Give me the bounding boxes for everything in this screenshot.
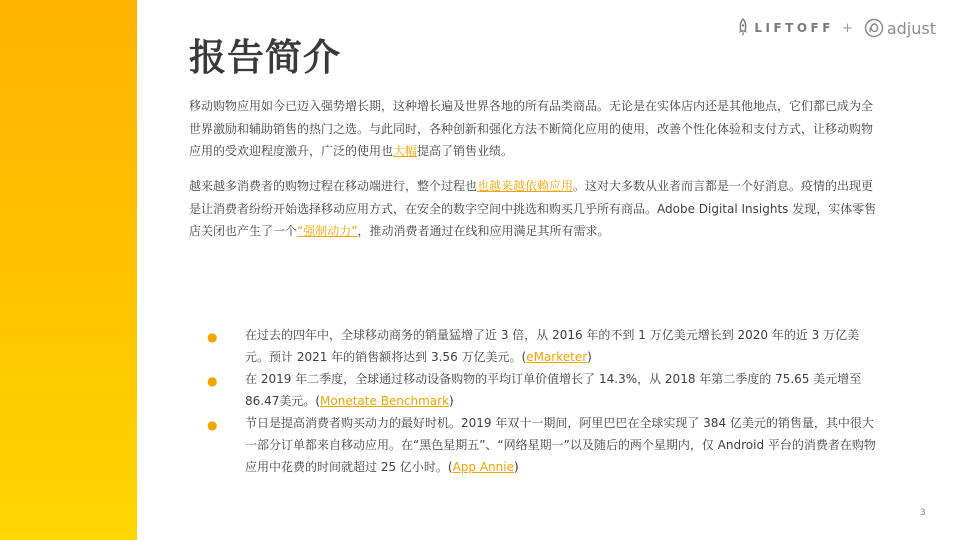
link-app-reliance[interactable]: 也越来越依赖应用 <box>477 179 574 193</box>
adjust-wordmark: adjust <box>886 18 936 38</box>
intro-paragraph-1 <box>189 95 879 163</box>
bullet-close-paren: ) <box>449 394 454 408</box>
paragraph-text: 。这对大多数从业者而言都是一个好消息。疫情的出现更是让消费者纷纷开始选择移动应用方式，在安全的数字空间中挑选和购买几乎所有商品。Adobe Digital Insights 发现，实体零售店关闭也产生了一个 <box>189 179 877 238</box>
link-emarketer[interactable]: eMarketer <box>526 350 588 364</box>
bullet-text: 节日是提高消费者购买动力的最好时机。2019 年双十一期间，阿里巴巴在全球实现了 384 亿美元的销售量，其中很大一部分订单都来自移动应用。在“黑色星期五”、“网络星期一”以及随后的两个星期内，仅 Android 平台的消费者在购物应用中花费的时间就超过 25 亿小时。( <box>245 416 876 474</box>
bullet-dot-icon: ● <box>207 374 218 388</box>
paragraph-text: ，推动消费者通过在线和应用满足其所有需求。 <box>357 224 610 238</box>
adjust-logo-icon <box>864 18 884 38</box>
bullet-dot-icon: ● <box>207 418 218 432</box>
link-app-annie[interactable]: App Annie <box>452 460 514 474</box>
adjust-logo <box>864 18 936 38</box>
logo-plus-sign: + <box>841 20 853 36</box>
list-item <box>207 368 879 412</box>
rocket-icon <box>737 18 749 38</box>
brand-logos <box>737 16 936 40</box>
bullet-dot-icon: ● <box>207 330 218 344</box>
stats-bullet-list <box>207 324 879 478</box>
paragraph-text: 越来越多消费者的购物过程在移动端进行，整个过程也 <box>189 179 478 193</box>
list-item <box>207 412 879 478</box>
link-dafu[interactable]: 大幅 <box>393 144 418 158</box>
link-monetate-benchmark[interactable]: Monetate Benchmark <box>320 394 450 408</box>
bullet-close-paren: ) <box>514 460 519 474</box>
side-accent-bar <box>0 0 137 540</box>
paragraph-text: 提高了销售业绩。 <box>417 144 514 158</box>
bullet-close-paren: ) <box>587 350 592 364</box>
liftoff-logo <box>737 18 834 38</box>
bullet-text: 在 2019 年二季度，全球通过移动设备购物的平均订单价值增长了 14.3%，从 2018 年第二季度的 75.65 美元增至 86.47美元。( <box>245 372 862 408</box>
list-item <box>207 324 879 368</box>
page-number: 3 <box>920 508 926 518</box>
liftoff-wordmark: LIFTOFF <box>754 21 834 35</box>
page-title: 报告简介 <box>189 36 341 79</box>
intro-paragraph-2 <box>189 175 879 243</box>
bullet-text: 在过去的四年中，全球移动商务的销量猛增了近 3 倍，从 2016 年的不到 1 万亿美元增长到 2020 年的近 3 万亿美元。预计 2021 年的销售额将达到 3.56 万亿美元。( <box>245 328 860 364</box>
link-forcing-function[interactable]: “强制动力” <box>297 224 358 238</box>
paragraph-text: 移动购物应用如今已迈入强势增长期，这种增长遍及世界各地的所有品类商品。无论是在实体店内还是其他地点，它们都已成为全世界激励和辅助销售的热门之选。与此同时，各种创新和强化方法不断简化应用的使用，改善个性化体验和支付方式，让移动购物应用的受欢迎程度激升，广泛的使用也 <box>189 99 874 158</box>
